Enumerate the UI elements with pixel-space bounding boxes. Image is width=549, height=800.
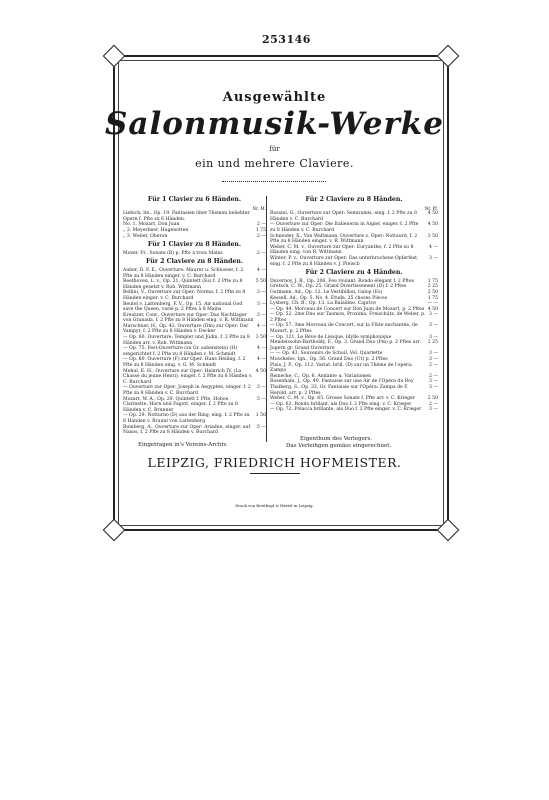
entry-title: — Op. 29. Notturno (D) aus der Ring, eing. f. 2 Pfte zu 8 Händen v. Braunl von Lattenberg	[123, 413, 250, 424]
entry-title: — Op. 60. Ouverture: Templer und Jüdin, f. 2 Pfte zu 8 Händen arr. v. Rob. Wittmann	[123, 335, 250, 346]
entry-price: 2 50	[427, 396, 438, 402]
entry-title: Kessell, Ad., Op. 5. No. 4. Étude. 25 choses Pièces	[270, 295, 388, 301]
entry-title: — Op. 44. Morceau de Concert sur Don Juan de Mozart, p. 2 Pftes	[270, 306, 425, 312]
entry-price: 4 —	[257, 346, 266, 352]
entry-price: 5 —	[257, 424, 266, 430]
title-small: Ausgewählte	[222, 90, 327, 105]
entry-price: 4 50	[255, 368, 266, 374]
entry-title: — Ouverture zur Oper: Joseph in Aegypten, einger. f. 2 Pfte zu 8 Händen v. C. Burchard	[123, 385, 251, 396]
entry-price: 4 50	[427, 211, 438, 217]
entry-title: — — Op. 43. Souvenirs de Schuil, Vol. Quartette	[270, 351, 383, 357]
entry-price: 2 —	[429, 373, 438, 379]
entry-list	[270, 211, 438, 267]
catalog-entry	[270, 222, 438, 233]
entry-title: Romberg, A., Ouverture zur Oper: Ariadne, einger. auf Naxos, f. 2 Pfte zu 8 Händen v. Burchard	[123, 424, 251, 436]
entry-title: „ 2. Meyerbeer, Hugenotten	[123, 227, 189, 233]
subtitle: ein und mehrere Claviere.	[195, 157, 354, 170]
entry-price: 1 75	[427, 278, 438, 284]
entry-title: Mozer, Fr., Sonate (B) p. Pfte à trois Mains	[123, 250, 223, 256]
entry-title: — Op. 121. Le Réve de Lisoque, Idylle symphonique	[270, 334, 392, 340]
entry-title: Liebich, Im., Op. 19. Fantasien über Themen beliebter Opern f. Pfte zu 6 Händen.	[123, 211, 250, 222]
entry-title: Gutmann, Ad., Op. 12. Le Vestibillon, Galop (Es)	[270, 289, 383, 295]
catalog-entry	[270, 363, 438, 374]
entry-title: — Ouverture zur Oper: Die Italienerin in Algier, einger. f. 2 Pfte zu 8 Händen v. C. Burchard	[270, 222, 419, 233]
footer-registered: Eingetragen in's Vereins-Archiv.	[138, 442, 228, 448]
entry-price: 2 —	[429, 362, 438, 368]
entry-price: 3 —	[257, 290, 266, 296]
entry-price: 4 —	[257, 323, 266, 329]
entry-title: Thalberg, S., Op. 33. Gr. Fantaisie sur l'Opéra: Zampa de F. Herold, arr. p. 2 Pftes	[270, 385, 409, 396]
catalog-entry	[123, 313, 266, 324]
entry-price: 2 —	[257, 222, 266, 228]
entry-list	[123, 251, 266, 257]
entry-price: 3 —	[257, 301, 266, 307]
entry-list	[123, 211, 266, 239]
entry-price: 3 —	[429, 385, 438, 390]
entry-price: 3 —	[429, 312, 438, 318]
entry-title: Weber, C. M. v., Op. 65. Grosse Sonate f. Pfte arr. v. C. Krieger	[270, 396, 415, 402]
entry-price: 4 —	[429, 244, 438, 250]
left-column	[123, 194, 266, 436]
entry-price: 4 —	[257, 267, 266, 273]
catalog-entry	[123, 324, 266, 335]
entry-title: Rosenhain, J., Op. 40. Fantaisie sur une Air de l'Opéra du Roy	[270, 379, 414, 385]
entry-title: — Op. 75. Fest-Ouverture (zu Gr. sabenstein) (H) eingerichtet f. 2 Pfte zu 8 Händen v. M. Schmidt	[123, 346, 238, 357]
catalog-entry	[123, 302, 266, 313]
entry-title: Auber, D. F. E., Ouverture: Maurer u. Schlosser, f. 2 Pfte zu 8 Händen einger. v. C. Burchard	[123, 267, 244, 279]
entry-price: 3 —	[429, 357, 438, 363]
printer-credit: Druck von Breitkopf & Härtel in Leipzig.	[235, 503, 314, 508]
catalog-entry	[123, 413, 266, 424]
section-heading: Für 2 Claviere zu 8 Händen.	[145, 258, 244, 266]
publisher: LEIPZIG, FRIEDRICH HOFMEISTER.	[147, 455, 402, 470]
entry-title: — Op. 62. Rondo brillant, als Duo f. 2 Pfte eing. v. C. Krieger	[270, 401, 412, 407]
entry-price: 5 50	[255, 279, 266, 285]
section-heading: Für 1 Clavier zu 6 Händen.	[147, 196, 242, 203]
entry-price: 3 —	[429, 351, 438, 357]
entry-title: Mendelssohn-Bartholdy, F., Op. 3. Grand Duo (Pm) p. 2 Pftes arr. Jugern gr. Grand Ouverture	[270, 340, 421, 351]
entry-price: 3 —	[429, 323, 438, 329]
entry-price: 1 75	[427, 295, 438, 301]
title-main: Salonmusik-Werke	[105, 106, 444, 142]
catalog-entry	[123, 234, 266, 240]
entry-title: Mozart, W. A., Op. 29. Quintett f. Pfte, Hoboe, Clarinette, Horn und Fagott, einger. f. 2 Pfte zu 8 Händen v. C. Brunner	[123, 396, 238, 413]
entry-price: 3 50	[427, 233, 438, 239]
entry-title: Mehul, E. H., Ouverture zur Oper: Heinrich IV. (La Chasse du jeune Henri), einger. f. 2 Pfte zu 8 Händen v. C. Burchard	[123, 368, 253, 385]
catalog-entry	[270, 340, 438, 351]
entry-title: No. 1. Mozart, Don Juan	[123, 222, 180, 228]
section-heading: Für 2 Claviere zu 8 Händen.	[305, 196, 403, 203]
decorative-rule	[222, 181, 326, 182]
entry-title: Beutel v. Lattenberg, F. V., Op. 15. Air national God save the Queen, varié p. 2 Pftes à 8 Mains	[123, 301, 243, 313]
entry-title: Gretsch, C. W., Op. 25. Grand Divertissement (D) f. 2 Pftes	[270, 284, 407, 290]
catalog-entry	[123, 251, 266, 257]
footer-property: Eigenthum des Verlegers.	[300, 436, 373, 442]
entry-title: „ 3. Weber, Oberon	[123, 233, 168, 239]
catalog-entry	[123, 425, 266, 436]
entry-price: 3 —	[257, 312, 266, 318]
entry-title: Moscheles, Ign., Op. 56. Grand Duo (Ut) p. 2 Pftes	[270, 357, 388, 363]
catalog-entry	[270, 312, 438, 323]
column-header-nr: Nr. Pf.	[424, 205, 438, 211]
plate-number: 253146	[262, 33, 311, 46]
catalog-entry	[123, 397, 266, 414]
decorative-rule	[250, 473, 300, 474]
entry-list	[123, 268, 266, 436]
entry-title: Duvernoy, J. B., Op. 206. Feu roulant. Rondo élégant f. 2 Pftes	[270, 278, 414, 284]
entry-price: — —	[427, 301, 438, 307]
entry-price: 3 —	[257, 385, 266, 391]
entry-title: — Op. 57. 3me Morceau de Concert, sur la Flûte enchantée, de Mozart, p. 2 Pftes	[270, 323, 418, 335]
entry-price: 3 —	[429, 334, 438, 340]
entry-price: 3 —	[429, 379, 438, 385]
entry-title: Reinecke, C., Op. 6. Andante u. Variationen	[270, 373, 372, 379]
entry-title: — Op. 80. Ouverture (F) zur Oper: Hans Heiling, f. 2 Pfte zu 8 Händen eing. v. G. M. Schmidt	[123, 357, 246, 369]
catalog-entry	[270, 256, 438, 267]
catalog-entry	[123, 335, 266, 346]
entry-price: 4 50	[427, 306, 438, 312]
entry-price: 3 —	[429, 255, 438, 261]
entry-price: 3 —	[429, 407, 438, 413]
title-fur: für	[269, 145, 280, 153]
entry-price: 4 50	[427, 222, 438, 228]
catalog-entry	[123, 268, 266, 279]
column-divider	[266, 196, 267, 442]
entry-title: Beethoven, L. v., Op. 21. Quintett (Es) f. 2 Pfte zu 8 Händen gesetzt v. Rob. Wittmann	[123, 279, 243, 290]
entry-title: Weber, C. M. v., Ouverture zur Oper: Euryanthe, f. 2 Pfte zu 8 Händen eing. von R. Wittmann	[270, 244, 414, 256]
entry-price: 1 50	[255, 413, 266, 419]
entry-price: 1 75	[255, 227, 266, 233]
catalog-entry	[123, 279, 266, 290]
entry-title: Pixis, J. P., Op. 112. Variat. brill. (D) sur un Thème de l'opéra: Zampa	[270, 362, 413, 374]
entry-price: 2 50	[427, 289, 438, 295]
entry-price: 3 50	[255, 335, 266, 341]
entry-price: 2 —	[257, 250, 266, 256]
entry-price: 2 —	[429, 401, 438, 407]
entry-title: Marschner, H., Op. 42. Ouverture (Dm) zur Oper: Der Vampyr, f. 2 Pfte zu 8 Händen v. Decker	[123, 323, 249, 335]
entry-title: Kreutzer, Conr., Ouverture zur Oper: Das Nachtlager von Granada, f. 2 Pfte zu 8 Händen eing. v. R. Wittmann	[123, 312, 254, 324]
entry-price: 5 —	[257, 396, 266, 402]
catalog-entry	[270, 385, 438, 396]
entry-price: 2 —	[257, 233, 266, 239]
entry-title: Bellini, V., Ouverture zur Oper: Norma, f. 2 Pfte zu 8 Händen einger. v. C. Burchard	[123, 290, 246, 301]
section-heading: Für 1 Clavier zu 8 Händen.	[147, 241, 242, 249]
catalog-entry	[270, 407, 438, 413]
entry-list	[270, 279, 438, 413]
catalog-entry	[270, 245, 438, 256]
right-column	[270, 194, 438, 413]
section-heading: Für 2 Claviere zu 4 Händen.	[305, 269, 403, 277]
entry-title: Rossini, G., Ouverture zur Oper: Semiramis, eing. f. 2 Pfte zu 8 Händen v. C. Burchard	[270, 211, 417, 222]
catalog-entry	[270, 211, 438, 222]
entry-title: Winter, P. v., Ouverture zur Oper: Das unterbrochene Opferfest, eing. f. 2 Pfte zu 8 Händen v. J. Pleiscb	[270, 255, 419, 267]
catalog-entry	[123, 385, 266, 396]
catalog-entry	[123, 357, 266, 368]
entry-title: Lysberg, Ch. B., Op. 13. La Baladine. Caprice	[270, 301, 376, 307]
catalog-entry	[123, 211, 266, 222]
entry-price: 4 —	[257, 357, 266, 363]
footer-rights: Das Verleihgen gemäss eingerechnet.	[286, 443, 392, 449]
catalog-entry	[270, 234, 438, 245]
column-header-nr: Nr. M.	[252, 205, 266, 211]
catalog-entry	[270, 323, 438, 334]
entry-title: — Op. 52. 2me Duo sur Taomon, Proxima, Freischütz, de Weber, p. 2 Pftes	[270, 312, 426, 323]
catalog-entry	[123, 346, 266, 357]
entry-price: 2 25	[427, 340, 438, 346]
catalog-entry	[123, 290, 266, 301]
catalog-entry	[123, 369, 266, 386]
entry-title: Schneider, X., Von Waltmann, Ouverture z. Oper: Nottaurd, f. 2 Pfte zu 8 Händen einger. v. R. Wittmann	[270, 233, 418, 245]
entry-title: — Op. 72. Polacca brillante, als Duo f. 2 Pfte einger. v. C. Krieger	[270, 407, 422, 413]
entry-price: 2 25	[427, 284, 438, 290]
